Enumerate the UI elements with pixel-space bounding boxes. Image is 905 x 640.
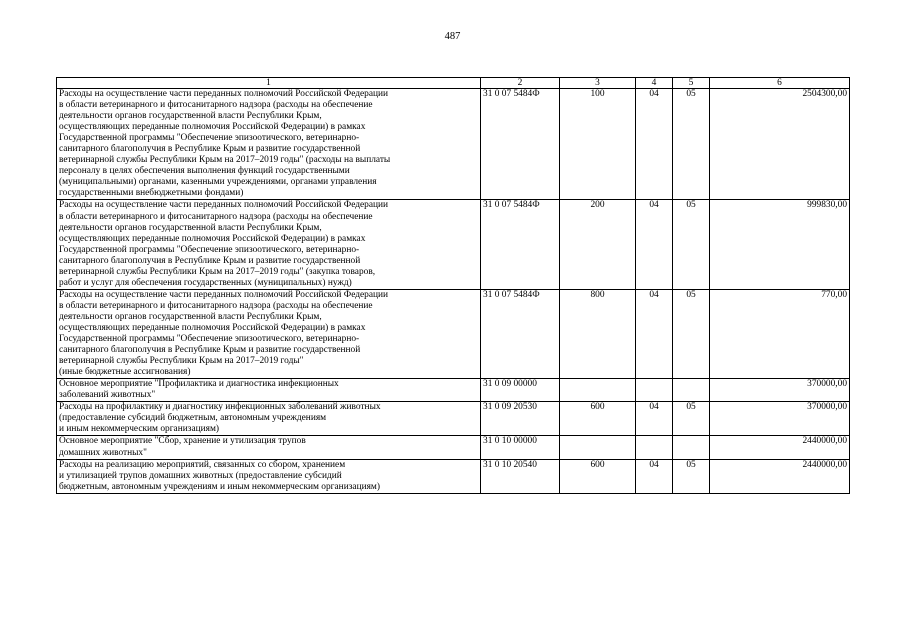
section [636,379,673,402]
column-header: 3 [560,78,636,89]
row-description: Расходы на осуществление части переданных полномочий Российской Федерации в области ветеринарного и фитосанитарного надзора (расходы на обеспечение деятельности органов государственной власти Республики Крым, осуществляющих переданные полномочия Российской Федерации) в рамках Государственной программы "Обеспечение эпизоотического, ветеринарно- санитарного благополучия в Республике Крым и развитие государственной ветеринарной службы Республики Крым на 2017–2019 годы" (расходы на выплаты персоналу в целях обеспечения выполнения функций государственными (муниципальными) органами, казенными учреждениями, органами управления государственными внебюджетными фондами) [59,89,391,199]
expense-type: 600 [560,402,636,436]
row-description: Основное мероприятие "Профилактика и диагностика инфекционных заболеваний животных" [59,379,339,401]
column-header: 5 [673,78,710,89]
table-row [57,200,850,289]
column-header: 6 [710,78,850,89]
expense-type: 100 [560,89,636,200]
subsection: 05 [673,459,710,493]
subsection [673,379,710,402]
expense-type [560,379,636,402]
table-header-row [57,78,850,89]
table-row [57,289,850,378]
amount: 999830,00 [710,200,850,289]
row-description: Расходы на реализацию мероприятий, связанных со сбором, хранением и утилизацией трупов домашних животных (предоставление субсидий бюджетным, автономным учреждениям и иным некоммерческим организациям) [59,459,380,492]
amount: 770,00 [710,289,850,378]
subsection: 05 [673,200,710,289]
table-row [57,436,850,459]
expense-type: 600 [560,459,636,493]
column-header: 2 [481,78,560,89]
target-article-code: 31 0 07 5484Ф [481,289,560,378]
target-article-code: 31 0 09 00000 [481,379,560,402]
table-row [57,379,850,402]
section: 04 [636,289,673,378]
amount: 2440000,00 [710,436,850,459]
subsection: 05 [673,402,710,436]
column-header: 4 [636,78,673,89]
subsection: 05 [673,289,710,378]
section: 04 [636,89,673,200]
target-article-code: 31 0 07 5484Ф [481,89,560,200]
table-row [57,89,850,200]
amount: 370000,00 [710,379,850,402]
target-article-code: 31 0 10 00000 [481,436,560,459]
expense-type: 800 [560,289,636,378]
row-description: Расходы на осуществление части переданных полномочий Российской Федерации в области ветеринарного и фитосанитарного надзора (расходы на обеспечение деятельности органов государственной власти Республики Крым, осуществляющих переданные полномочия Российской Федерации) в рамках Государственной программы "Обеспечение эпизоотического, ветеринарно- санитарного благополучия в Республике Крым и развитие государственной ветеринарной службы Республики Крым на 2017–2019 годы" (иные бюджетные ассигнования) [59,289,389,378]
target-article-code: 31 0 09 20530 [481,402,560,436]
amount: 2504300,00 [710,89,850,200]
section: 04 [636,402,673,436]
column-header: 1 [57,78,481,89]
expense-type: 200 [560,200,636,289]
table-row [57,402,850,436]
amount: 370000,00 [710,402,850,436]
target-article-code: 31 0 10 20540 [481,459,560,493]
subsection [673,436,710,459]
page-number: 487 [444,31,461,42]
table-row [57,459,850,493]
budget-table [56,77,850,494]
row-description: Расходы на осуществление части переданных полномочий Российской Федерации в области ветеринарного и фитосанитарного надзора (расходы на обеспечение деятельности органов государственной власти Республики Крым, осуществляющих переданные полномочия Российской Федерации) в рамках Государственной программы "Обеспечение эпизоотического, ветеринарно- санитарного благополучия в Республике Крым и развитие государственной ветеринарной службы Республики Крым на 2017–2019 годы" (закупка товаров, работ и услуг для обеспечения государственных (муниципальных) нужд) [59,200,389,288]
section [636,436,673,459]
amount: 2440000,00 [710,459,850,493]
row-description: Расходы на профилактику и диагностику инфекционных заболеваний животных (предоставление субсидий бюджетным, автономным учреждениям и иным некоммерческим организациям) [59,402,381,435]
section: 04 [636,459,673,493]
section: 04 [636,200,673,289]
expense-type [560,436,636,459]
row-description: Основное мероприятие "Сбор, хранение и утилизация трупов домашних животных" [59,436,306,458]
target-article-code: 31 0 07 5484Ф [481,200,560,289]
subsection: 05 [673,89,710,200]
